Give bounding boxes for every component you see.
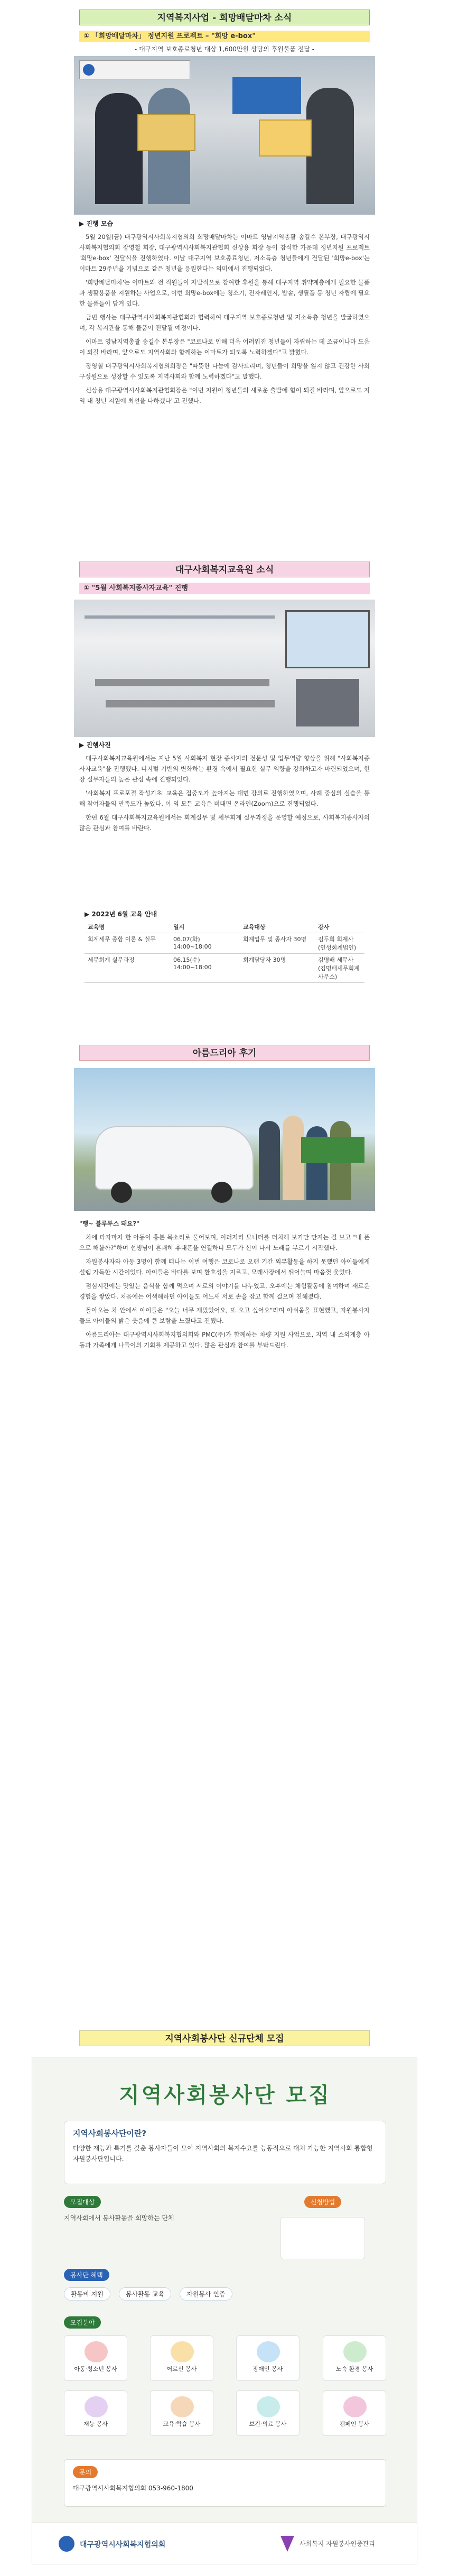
paragraph: 장영철 대구광역시사회복지협의회장은 "따뜻한 나눔에 감사드리며, 청년들이 희망을 잃지 않고 건강한 사회 구성원으로 성장할 수 있도록 지역사회와 함께 노력하겠다"고 말했다. — [79, 362, 370, 380]
poster-contact-label: 문의 — [73, 2466, 98, 2478]
projector-screen — [285, 610, 370, 668]
section3-banner: 아름드리아 후기 — [79, 1045, 370, 1061]
paragraph: 대구사회복지교육원에서는 지난 5월 사회복지 현장 종사자의 전문성 및 업무역량 향상을 위해 "사회복지종사자교육"을 진행했다. 디지털 기반의 변화하는 환경 속에서 필요한 실무 역량을 강화하고자 마련되었으며, 현장 실무자들의 높은 관심 속에 진행되었다. — [79, 755, 370, 783]
environment-icon — [343, 2341, 367, 2362]
person-figure — [259, 1121, 280, 1200]
event-banner — [301, 1137, 364, 1163]
poster-intro: 다양한 재능과 특기를 갖춘 봉사자들이 모여 지역사회의 복지수요를 능동적으로 대처 가능한 지역사회 통합형 자원봉사단입니다. — [73, 2145, 373, 2163]
poster-title: 지역사회봉사단 모집 — [119, 2083, 331, 2108]
ceiling-light — [85, 615, 275, 619]
banner-board — [232, 77, 301, 114]
section2-body — [79, 753, 370, 833]
field-label: 재능 봉사 — [83, 2421, 108, 2427]
poster-question: 지역사회봉사단이란? — [73, 2129, 147, 2138]
paragraph: 한편 6월 대구사회복지교육원에서는 회계실무 및 세무회계 실무과정을 운영할 예정으로, 사회복지종사자의 많은 관심과 참여를 바란다. — [79, 814, 370, 832]
paragraph: "행~ 블루투스 돼요?" — [79, 1220, 140, 1227]
field-label: 노숙 환경 봉사 — [335, 2366, 373, 2372]
schedule-title: ▶ 2022년 6월 교육 안내 — [85, 910, 157, 918]
section3-body — [79, 1218, 370, 1350]
poster-fields-grid — [64, 2335, 386, 2441]
poster-target-label: 모집대상 — [64, 2196, 101, 2208]
table-cell: 김명배 세무사 (김명배세무회계사무소) — [315, 954, 364, 983]
paragraph: 신상용 대구광역시사회복지관협회장은 "이번 지원이 청년들의 새로운 출발에 힘이 되길 바라며, 앞으로도 지역 내 청년 지원에 최선을 다하겠다"고 전했다. — [79, 387, 370, 404]
poster-benefits-label: 봉사단 혜택 — [64, 2269, 109, 2281]
table-cell: 회계세무 종합 이론 & 실무 — [85, 933, 170, 954]
field-label: 어르신 봉사 — [166, 2366, 197, 2372]
field-card — [64, 2390, 127, 2436]
table-header-cell: 교육대상 — [240, 921, 315, 933]
paragraph: 금번 행사는 대구광역시사회복지관협회와 협력하여 대구지역 보호종료청년 및 저소득층 청년을 발굴하였으며, 각 복지관을 통해 물품이 전달될 예정이다. — [79, 314, 370, 332]
poster-intro-box — [64, 2121, 386, 2184]
field-label: 보건·의료 봉사 — [249, 2421, 287, 2427]
schedule-table — [85, 921, 364, 983]
table-cell: 회계담당자 30명 — [240, 954, 315, 983]
poster-footer — [32, 2523, 417, 2564]
field-label: 캠페인 봉사 — [339, 2421, 370, 2427]
table-header-cell: 교육명 — [85, 921, 170, 933]
section1-subtitle: ① 「희망배달마차」 정년지원 프로젝트 – "희망 e-box" — [79, 31, 370, 42]
person-figure — [95, 93, 143, 204]
section2-banner: 대구사회복지교육원 소식 — [79, 562, 370, 577]
poster-target: 지역사회에서 봉사활동을 희망하는 단체 — [64, 2214, 174, 2222]
section1-body — [79, 232, 370, 406]
section2-photo — [74, 600, 375, 737]
paragraph: 점심시간에는 맛있는 음식을 함께 먹으며 서로의 이야기를 나누었고, 오후에는 체험활동에 참여하며 새로운 경험을 쌓았다. 처음에는 어색해하던 아이들도 어느새 서로 손을 잡고 함께 걸으며 친해졌다. — [79, 1282, 370, 1300]
paragraph: 돌아오는 차 안에서 아이들은 "오늘 너무 재밌었어요, 또 오고 싶어요"라며 아쉬움을 표현했고, 자원봉사자들도 아이들의 밝은 웃음에 큰 보람을 느꼈다고 전했다. — [79, 1307, 370, 1324]
field-card — [323, 2335, 386, 2381]
desk-row — [95, 679, 269, 686]
field-label: 장애인 봉사 — [252, 2366, 283, 2372]
table-header-row — [85, 921, 364, 933]
org-logo-icon — [83, 64, 95, 76]
table-header-cell: 일시 — [170, 921, 240, 933]
campaign-icon — [343, 2396, 367, 2417]
wheel-icon — [211, 1182, 232, 1203]
table-cell: 06.15(수) 14:00~18:00 — [170, 954, 240, 983]
gift-box-icon — [259, 119, 312, 157]
benefit-item: 활동비 지원 — [64, 2287, 110, 2301]
table-row — [85, 933, 364, 954]
table-row — [85, 954, 364, 983]
person-figure — [306, 88, 354, 204]
benefit-item: 자원봉사 인증 — [180, 2287, 232, 2301]
child-icon — [85, 2341, 108, 2362]
table-header-cell: 강사 — [315, 921, 364, 933]
wheel-icon — [111, 1182, 132, 1203]
table-cell: 회계업무 및 종사자 30명 — [240, 933, 315, 954]
footer-right: 사회복지 자원봉사인증관리 — [300, 2540, 375, 2547]
education-icon — [171, 2396, 194, 2417]
van-vehicle — [95, 1126, 254, 1190]
table-cell: 06.07(화) 14:00~18:00 — [170, 933, 240, 954]
section1-tagline: - 대구지역 보호종료청년 대상 1,600만원 상당의 후원물품 전달 - — [134, 45, 315, 53]
field-label: 교육·학습 봉사 — [163, 2421, 201, 2427]
field-label: 아동·청소년 봉사 — [74, 2366, 117, 2372]
poster-apply-label: 신청방법 — [304, 2196, 341, 2208]
desk-row — [106, 700, 275, 707]
talent-icon — [85, 2396, 108, 2417]
podium — [296, 679, 359, 726]
field-card — [323, 2390, 386, 2436]
paragraph: '희망배달마차'는 이마트와 전 직원들이 자발적으로 참여한 후원을 통해 대구지역 취약계층에게 필요한 물품과 생활용품을 지원하는 사업으로, 이번 희망e-box에는 청소기, 전자레인지, 밥솥, 생필품 등 청년 자립에 필요한 물품들이 담겨 있다. — [79, 279, 370, 307]
field-card — [236, 2390, 300, 2436]
apply-illustration-icon — [280, 2217, 365, 2259]
poster-target-block — [64, 2196, 222, 2254]
volunteer-logo-icon — [280, 2536, 294, 2552]
paragraph: '사회복지 프로포절 작성기초' 교육은 집중도가 높아지는 대면 강의로 진행하였으며, 사례 중심의 실습을 통해 참여자들의 만족도가 높았다. 이 외 모든 교육은 비대면 온라인(Zoom)으로 진행되었다. — [79, 789, 370, 807]
elderly-icon — [171, 2341, 194, 2362]
paragraph: 5월 20일(금) 대구광역시사회복지협의회 희망배달마차는 이마트 영남지역총괄 송길수 본부장, 대구광역시사회복지협의회 장영철 회장, 대구광역시사회복지관협회 신상용 회장 등이 참석한 가운데 정년지원 프로젝트 '희망e-box' 전달식을 진행하였다. 이날 대구지역 보호종료청년, 저소득층 청년들에게 전달된 '희망e-box'는 이마트 29주년을 기념으로 같은 청년을 응원한다는 의미에서 진행되었다. — [79, 233, 370, 272]
section2-subtitle: ① "5월 사회복지종사자교육" 진행 — [79, 583, 370, 594]
footer-org: 대구광역시사회복지협의회 — [80, 2541, 166, 2549]
recruitment-poster — [32, 2057, 417, 2564]
org-logo-icon — [59, 2536, 74, 2552]
paragraph: 이마트 영남지역총괄 송길수 본부장은 "코로나로 인해 더욱 어려워진 청년들이 자립하는 데 조금이나마 도움이 되길 바라며, 앞으로도 지역사회와 함께하는 이마트가 되도록 노력하겠다"고 밝혔다. — [79, 338, 370, 356]
table-cell: 세무회계 실무과정 — [85, 954, 170, 983]
poster-fields-label: 모집분야 — [64, 2316, 101, 2329]
medical-icon — [257, 2396, 280, 2417]
person-figure — [283, 1116, 304, 1200]
poster-contact: 대구광역시사회복지협의회 053-960-1800 — [73, 2485, 193, 2492]
field-card — [236, 2335, 300, 2381]
benefit-item: 봉사활동 교육 — [119, 2287, 171, 2301]
poster-contact-box — [64, 2459, 386, 2507]
table-cell: 김두희 회계사 (인성회계법인) — [315, 933, 364, 954]
paragraph: 자원봉사자와 아동 3명이 함께 떠나는 이번 여행은 코로나로 오랜 기간 외부활동을 하지 못했던 아이들에게 설렘 가득한 시간이었다. 아이들은 바다를 보며 환호성을 지르고, 모래사장에서 뛰어놀며 마음껏 웃었다. — [79, 1258, 370, 1276]
paragraph: 아름드리아는 대구광역시사회복지협의회와 PMC(주)가 함께하는 차량 지원 사업으로, 지역 내 소외계층 아동과 가족에게 나들이의 기회를 제공하고 있다. 많은 관심과 참여를 부탁드린다. — [79, 1331, 370, 1349]
disability-icon — [257, 2341, 280, 2362]
section3-photo — [74, 1068, 375, 1211]
poster-benefits-block — [64, 2269, 386, 2301]
section1-photo — [74, 56, 375, 215]
poster-apply-block — [259, 2196, 386, 2265]
gift-box-icon — [137, 114, 195, 151]
benefit-list — [64, 2287, 386, 2301]
field-card — [150, 2335, 213, 2381]
poster-fields-label-wrap — [64, 2316, 386, 2329]
field-card — [64, 2335, 127, 2381]
paragraph: 차에 타자마자 한 아동이 흥분 목소리로 물어보며, 이러저리 모니터를 터치해 보기만 만지는 걸 보고 "내 폰으로 해볼까?"하며 선생님이 흔쾌히 휴대폰을 연결하니 모두가 신이 나서 노래를 부르기 시작했다. — [79, 1234, 370, 1252]
section4-banner: 지역사회봉사단 신규단체 모집 — [79, 2030, 370, 2046]
org-sign — [79, 60, 190, 79]
section1-photo-caption: ▶ 진행 모습 — [79, 220, 113, 227]
section1-banner: 지역복지사업 - 희망배달마차 소식 — [79, 10, 370, 25]
field-card — [150, 2390, 213, 2436]
section2-photo-caption: ▶ 진행사진 — [79, 741, 111, 749]
